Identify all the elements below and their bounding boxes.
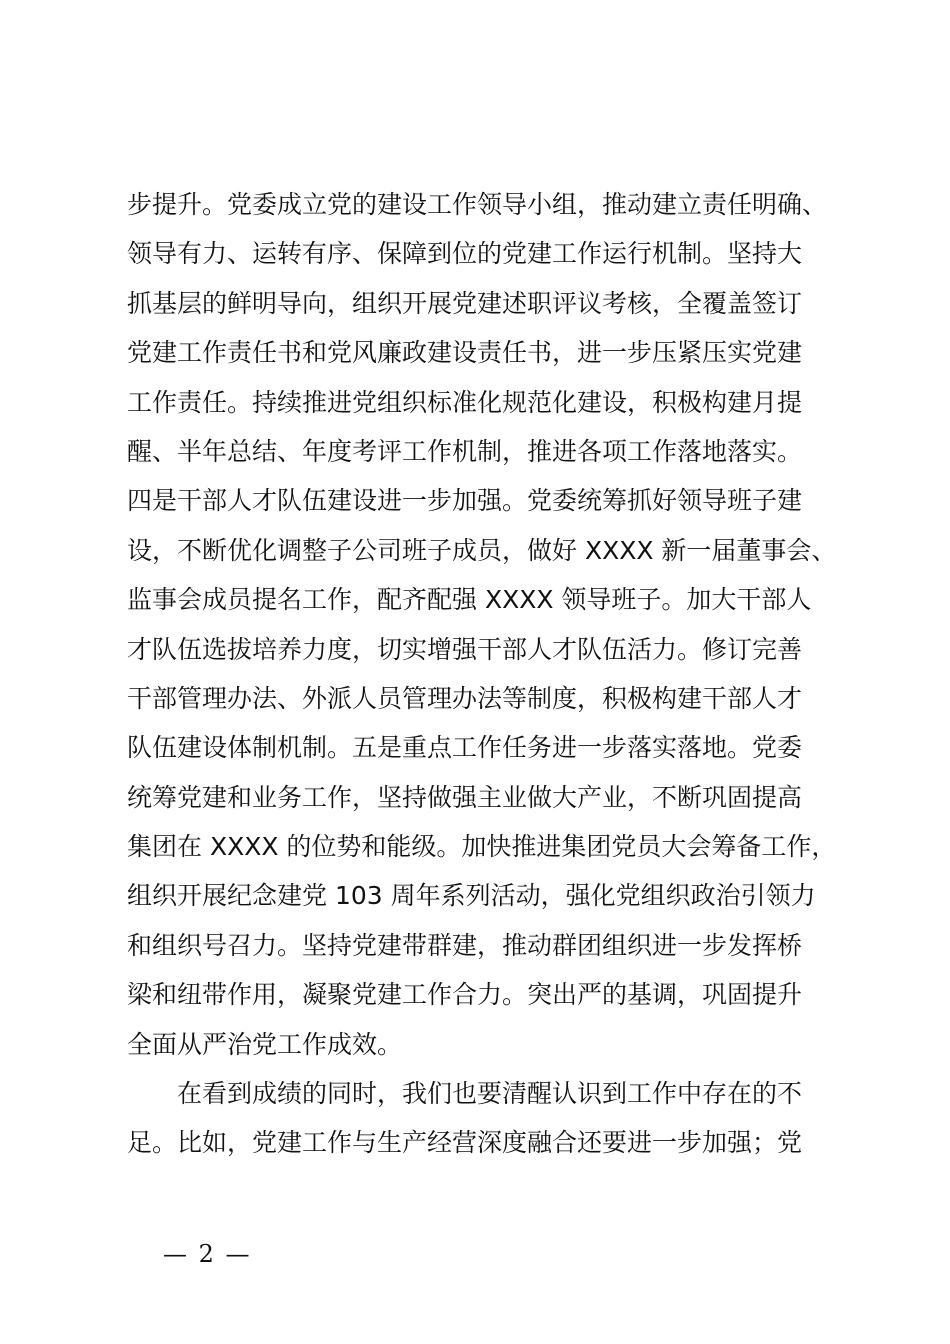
text-line-19: 在看到成绩的同时，我们也要清醒认识到工作中存在的不 (177, 1079, 803, 1109)
text-line-2: 领导有力、运转有序、保障到位的党建工作运行机制。坚持大 (127, 239, 803, 269)
text-line-9: 监事会成员提名工作，配齐配强 XXXX 领导班子。加大干部人 (127, 585, 812, 615)
text-line-16: 和组织号召力。坚持党建带群建，推动群团组织进一步发挥桥 (127, 930, 803, 960)
text-line-4: 党建工作责任书和党风廉政建设责任书，进一步压紧压实党建 (127, 338, 803, 368)
text-line-14: 集团在 XXXX 的位势和能级。加快推进集团党员大会筹备工作， (127, 832, 837, 862)
text-line-3: 抓基层的鲜明导向，组织开展党建述职评议考核，全覆盖签订 (127, 288, 803, 318)
text-line-11: 干部管理办法、外派人员管理办法等制度，积极构建干部人才 (127, 683, 803, 713)
text-line-8: 设，不断优化调整子公司班子成员，做好 XXXX 新一届董事会、 (127, 535, 837, 565)
text-line-7: 四是干部人才队伍建设进一步加强。党委统筹抓好领导班子建 (127, 486, 803, 516)
text-line-15: 组织开展纪念建党 103 周年系列活动，强化党组织政治引领力 (127, 881, 816, 911)
text-line-12: 队伍建设体制机制。五是重点工作任务进一步落实落地。党委 (127, 733, 803, 763)
text-line-18: 全面从严治党工作成效。 (127, 1029, 403, 1059)
text-line-10: 才队伍选拔培养力度，切实增强干部人才队伍活力。修订完善 (127, 634, 803, 664)
text-line-1: 步提升。党委成立党的建设工作领导小组，推动建立责任明确、 (127, 190, 828, 219)
text-line-6: 醒、半年总结、年度考评工作机制，推进各项工作落地落实。 (127, 436, 803, 466)
text-line-13: 统筹党建和业务工作，坚持做强主业做大产业，不断巩固提高 (127, 782, 803, 812)
page-number: — 2 — (163, 1240, 252, 1268)
text-line-20: 足。比如，党建工作与生产经营深度融合还要进一步加强；党 (127, 1128, 803, 1158)
text-line-17: 梁和纽带作用，凝聚党建工作合力。突出严的基调，巩固提升 (127, 980, 803, 1010)
text-line-5: 工作责任。持续推进党组织标准化规范化建设，积极构建月提 (127, 387, 803, 417)
body-text (127, 180, 839, 1168)
